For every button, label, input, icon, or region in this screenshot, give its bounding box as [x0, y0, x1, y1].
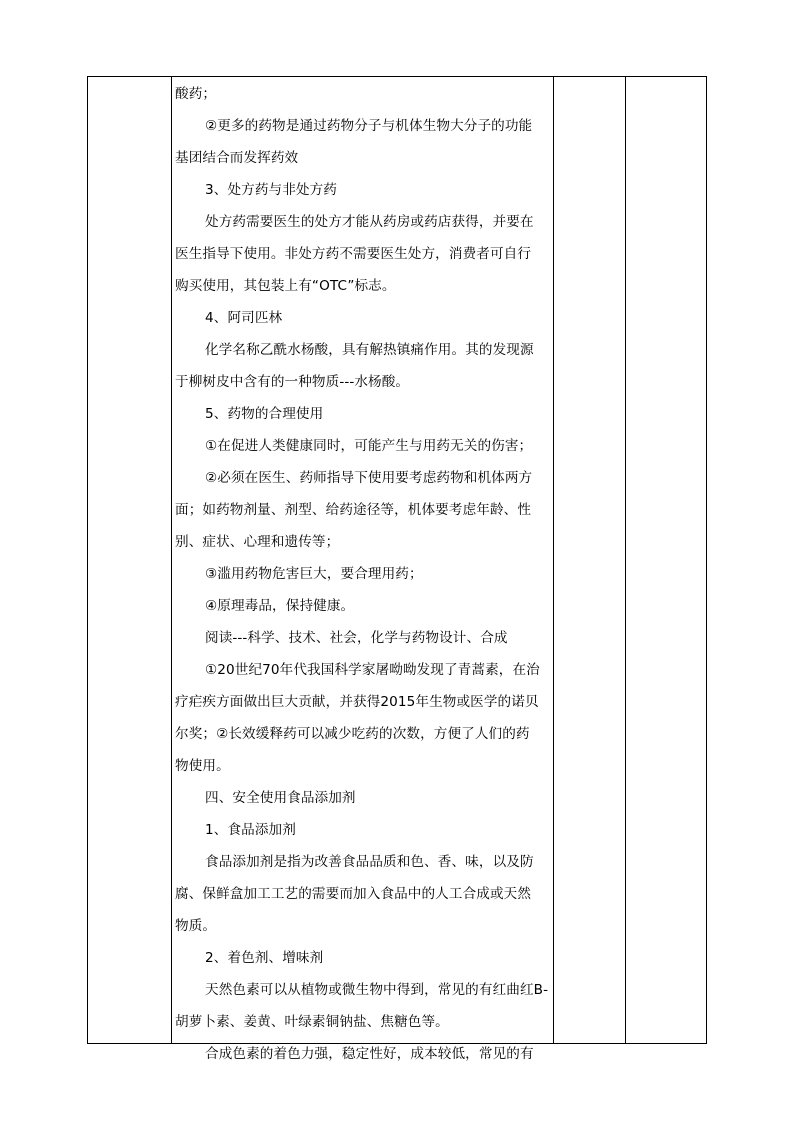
text-line: 基团结合而发挥药效	[175, 150, 299, 166]
text-line: 食品添加剂是指为改善食品品质和色、香、味，以及防	[205, 854, 534, 870]
text-line: 天然色素可以从植物或微生物中得到，常见的有红曲红B-	[205, 982, 549, 998]
text-line: ②必须在医生、药师指导下使用要考虑药物和机体两方	[205, 470, 533, 486]
text-line: 3、处方药与非处方药	[205, 182, 337, 198]
text-line: 1、食品添加剂	[205, 822, 296, 838]
text-line: 2、着色剂、增味剂	[205, 950, 324, 966]
text-line: 于柳树皮中含有的一种物质---水杨酸。	[175, 374, 410, 390]
text-line: 阅读---科学、技术、社会，化学与药物设计、合成	[205, 630, 508, 646]
text-line: 物质。	[175, 918, 217, 934]
text-line: 医生指导下使用。非处方药不需要医生处方，消费者可自行	[175, 246, 532, 262]
text-line: 疗疟疾方面做出巨大贡献，并获得2015年生物或医学的诺贝	[175, 694, 539, 710]
text-line: 化学名称乙酰水杨酸，具有解热镇痛作用。其的发现源	[205, 342, 534, 358]
text-line: 合成色素的着色力强，稳定性好，成本较低，常见的有	[205, 1046, 534, 1062]
text-line: ④原理毒品，保持健康。	[205, 598, 355, 614]
text-line: 酸药；	[175, 86, 217, 102]
text-line: 处方药需要医生的处方才能从药房或药店获得，并要在	[205, 214, 534, 230]
column-divider	[625, 77, 626, 1043]
text-line: ②更多的药物是通过药物分子与机体生物大分子的功能	[205, 118, 533, 134]
text-line: ①在促进人类健康同时，可能产生与用药无关的伤害；	[205, 438, 533, 454]
text-line: ③滥用药物危害巨大，要合理用药；	[205, 566, 423, 582]
text-line: 尔奖；②长效缓释药可以减少吃药的次数，方便了人们的药	[175, 726, 530, 742]
text-line: ①20世纪70年代我国科学家屠呦呦发现了青蒿素，在治	[205, 662, 540, 678]
text-line: 物使用。	[175, 758, 230, 774]
text-line: 购买使用，其包装上有“OTC”标志。	[175, 278, 396, 294]
text-line: 胡萝卜素、姜黄、叶绿素铜钠盐、焦糖色等。	[175, 1014, 449, 1030]
text-line: 别、症状、心理和遗传等；	[175, 534, 340, 550]
text-line: 面；如药物剂量、剂型、给药途径等，机体要考虑年龄、性	[175, 502, 532, 518]
text-line: 5、药物的合理使用	[205, 406, 324, 422]
text-line: 4、阿司匹林	[205, 310, 283, 326]
column-divider	[171, 77, 172, 1043]
column-divider	[553, 77, 554, 1043]
text-line: 腐、保鲜盒加工工艺的需要而加入食品中的人工合成或天然	[175, 886, 532, 902]
text-line: 四、安全使用食品添加剂	[205, 790, 356, 806]
